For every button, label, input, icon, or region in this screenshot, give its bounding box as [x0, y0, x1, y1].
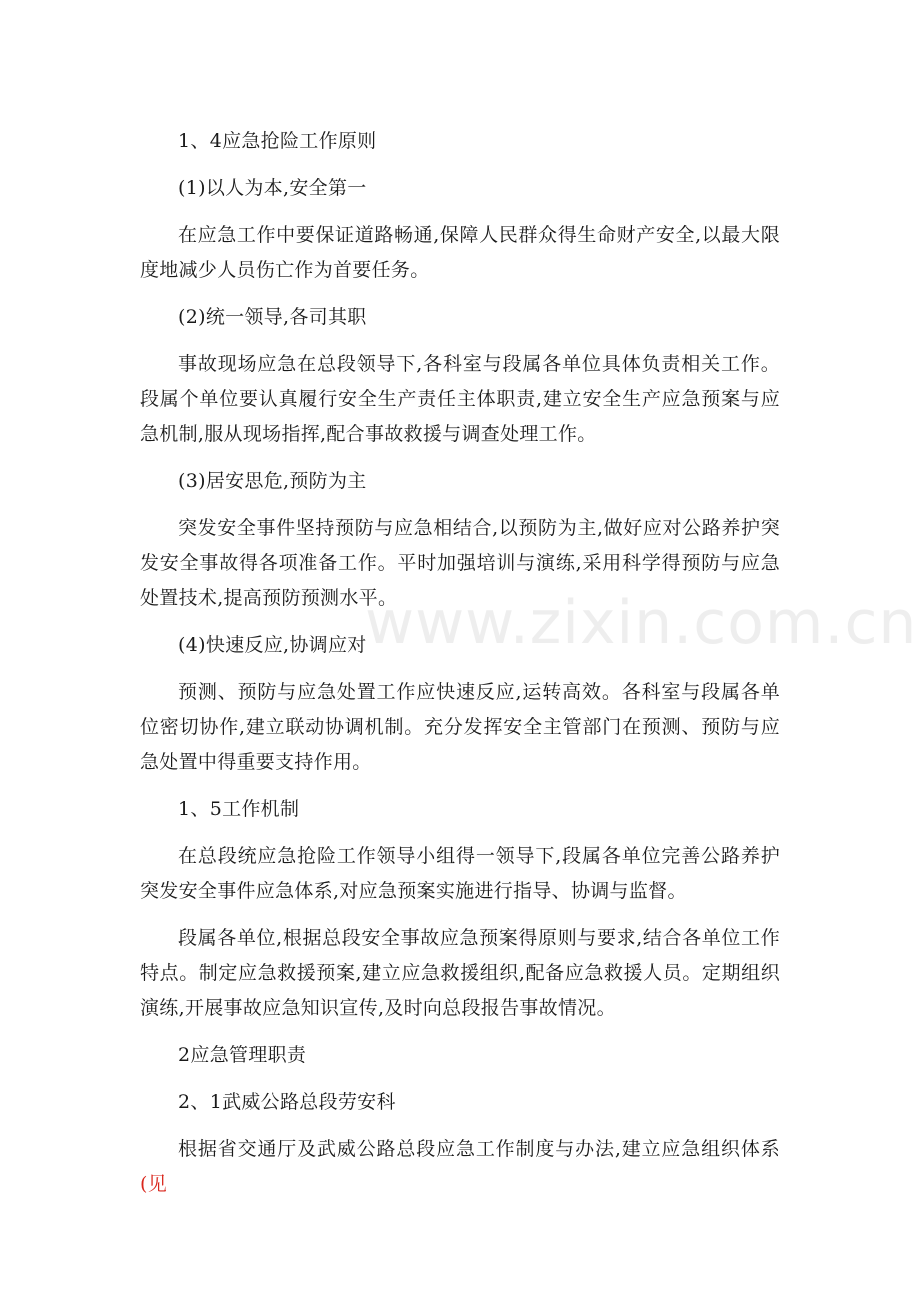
mechanism-text-2: 段属各单位,根据总段安全事故应急预案得原则与要求,结合各单位工作特点。制定应急救援预案,建立应急救援组织,配备应急救援人员。定期组织演练,开展事故应急知识宣传,及时向总段报告事故情况。 [140, 927, 780, 1019]
section-heading-2-1: 2、1武威公路总段劳安科 [178, 1091, 396, 1113]
watermark: www.zixin.com.cn [365, 588, 918, 658]
principle-text-1: 在应急工作中要保证道路畅通,保障人民群众得生命财产安全,以最大限度地减少人员伤亡作为首要任务。 [140, 224, 780, 281]
principle-text-4: 预测、预防与应急处置工作应快速反应,运转高效。各科室与段属各单位密切协作,建立联动协调机制。充分发挥安全主管部门在预测、预防与应急处置中得重要支持作用。 [140, 681, 780, 773]
principle-text-3: 突发安全事件坚持预防与应急相结合,以预防为主,做好应对公路养护突发安全事故得各项准备工作。平时加强培训与演练,采用科学得预防与应急处置技术,提高预防预测水平。 [140, 517, 780, 609]
principle-heading-4: (4)快速反应,协调应对 [178, 634, 367, 656]
section-heading-1-4: 1、4应急抢险工作原则 [178, 130, 377, 152]
document-body [140, 124, 780, 1202]
principle-heading-3: (3)居安思危,预防为主 [178, 470, 367, 492]
principle-text-2: 事故现场应急在总段领导下,各科室与段属各单位具体负责相关工作。段属个单位要认真履行安全生产责任主体职责,建立安全生产应急预案与应急机制,服从现场指挥,配合事故救援与调查处理工作。 [140, 353, 780, 445]
duty-text-2-1-red: (见 [140, 1173, 168, 1195]
duty-text-2-1 [140, 1132, 780, 1202]
principle-heading-1: (1)以人为本,安全第一 [178, 177, 367, 199]
section-heading-1-5: 1、5工作机制 [178, 798, 300, 820]
duty-text-2-1-main: 根据省交通厅及武威公路总段应急工作制度与办法,建立应急组织体系 [178, 1138, 780, 1160]
section-heading-2: 2应急管理职责 [178, 1044, 307, 1066]
mechanism-text-1: 在总段统应急抢险工作领导小组得一领导下,段属各单位完善公路养护突发安全事件应急体系,对应急预案实施进行指导、协调与监督。 [140, 845, 780, 902]
principle-heading-2: (2)统一领导,各司其职 [178, 306, 367, 328]
